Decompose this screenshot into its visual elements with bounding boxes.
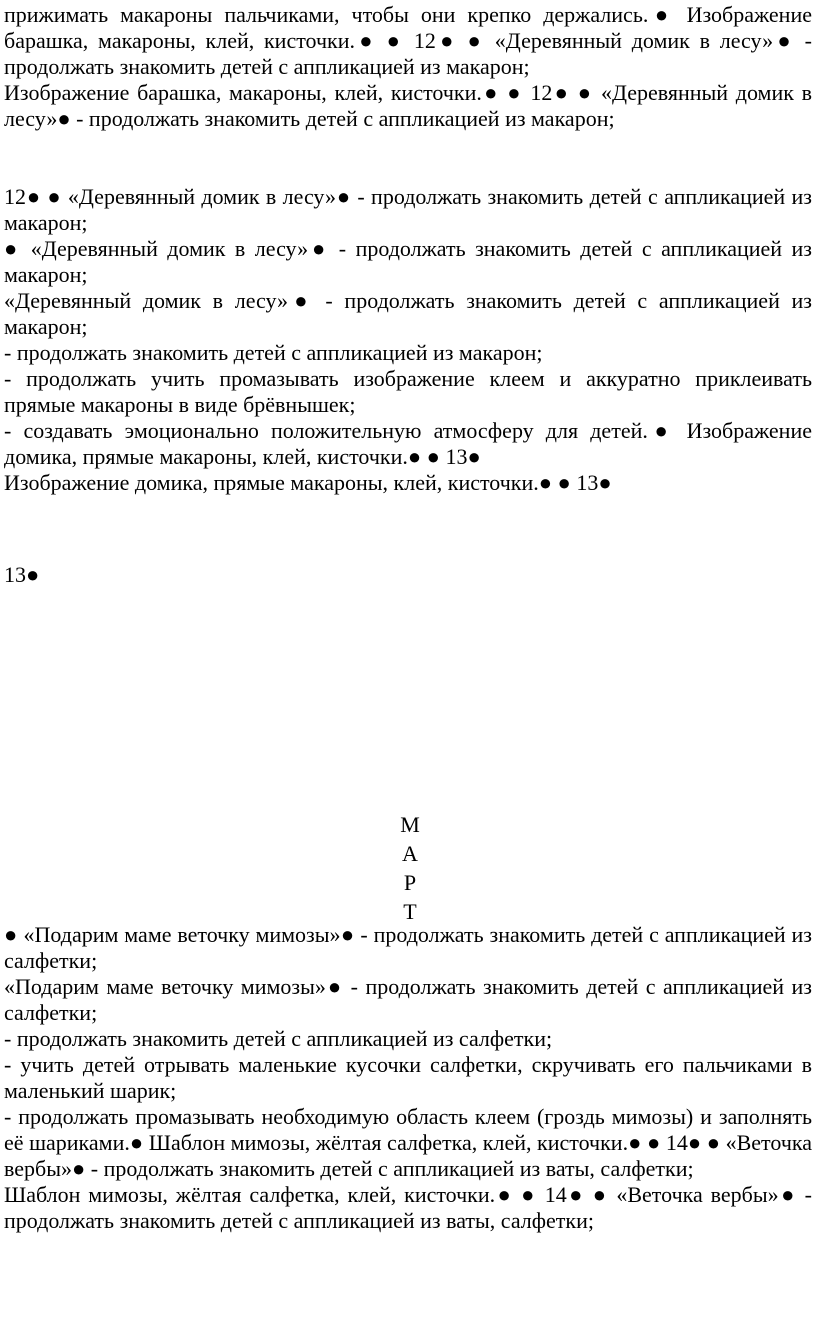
paragraph: - продолжать промазывать необходимую область клеем (гроздь мимозы) и заполнять её шариками.● Шаблон мимозы, жёлтая салфетка, клей, кисточки.● ● 14● ● «Веточка вербы»● - продолжать знакомить детей с аппликацией из ваты, салфетки; — [4, 1104, 812, 1181]
paragraph: прижимать макароны пальчиками, чтобы они крепко держались.● Изображение барашка, макароны, клей, кисточки.● ● 12● ● «Деревянный домик в лесу»● - продолжать знакомить детей с аппликацией из макарон; — [4, 2, 812, 79]
paragraph: Изображение барашка, макароны, клей, кисточки.● ● 12● ● «Деревянный домик в лесу»● - продолжать знакомить детей с аппликацией из макарон; — [4, 80, 812, 131]
month-letter: М — [400, 812, 420, 837]
paragraph: 12● ● «Деревянный домик в лесу»● - продолжать знакомить детей с аппликацией из макарон; — [4, 184, 812, 235]
paragraph: «Подарим маме веточку мимозы»● - продолжать знакомить детей с аппликацией из салфетки; — [4, 974, 812, 1025]
text-block-wooden-house — [4, 184, 812, 496]
month-letter: А — [402, 841, 418, 866]
paragraph: - продолжать знакомить детей с аппликацией из салфетки; — [4, 1026, 553, 1051]
paragraph: Шаблон мимозы, жёлтая салфетка, клей, кисточки.● ● 14● ● «Веточка вербы»● - продолжать знакомить детей с аппликацией из ваты, салфетки; — [4, 1182, 812, 1233]
paragraph: ● «Деревянный домик в лесу»● - продолжать знакомить детей с аппликацией из макарон; — [4, 236, 812, 287]
paragraph: ● «Подарим маме веточку мимозы»● - продолжать знакомить детей с аппликацией из салфетки; — [4, 922, 812, 973]
paragraph: 13● — [4, 562, 40, 587]
paragraph: Изображение домика, прямые макароны, клей, кисточки.● ● 13● — [4, 470, 612, 495]
paragraph: - продолжать учить промазывать изображение клеем и аккуратно приклеивать прямые макароны в виде брёвнышек; — [4, 366, 812, 417]
paragraph: «Деревянный домик в лесу»● - продолжать знакомить детей с аппликацией из макарон; — [4, 288, 812, 339]
text-block-mimosa — [4, 922, 812, 1234]
text-block-lambs — [4, 2, 812, 132]
month-heading-vertical — [398, 810, 422, 926]
paragraph: - создавать эмоционально положительную атмосферу для детей.● Изображение домика, прямые макароны, клей, кисточки.● ● 13● — [4, 418, 812, 469]
month-letter: Т — [403, 899, 417, 924]
paragraph: - продолжать знакомить детей с аппликацией из макарон; — [4, 340, 543, 365]
text-block-number — [4, 562, 812, 588]
paragraph: - учить детей отрывать маленькие кусочки салфетки, скручивать его пальчиками в маленький шарик; — [4, 1052, 812, 1103]
month-letter: Р — [403, 870, 417, 895]
